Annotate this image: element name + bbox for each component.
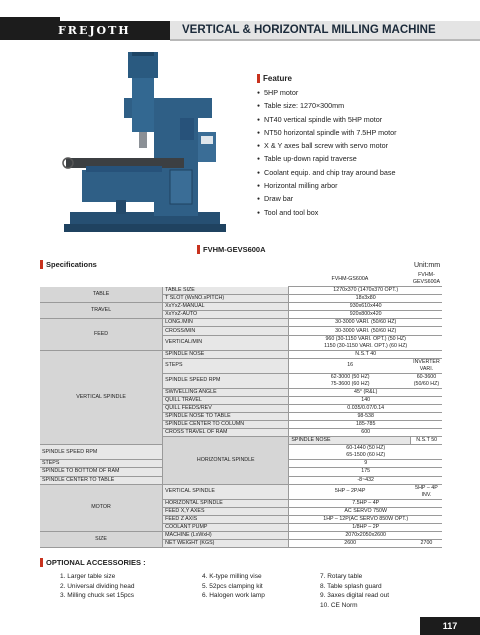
feature-heading (257, 74, 292, 83)
table-saddle (86, 166, 162, 172)
model-caption (197, 245, 266, 254)
table-row (40, 484, 442, 499)
spec-label: XxYxZ-AUTO (163, 311, 289, 319)
optional-item: 8. Table splash guard (320, 582, 382, 590)
machine-knee (82, 170, 162, 202)
spec-value: 140 (289, 396, 442, 404)
header-blank (40, 272, 289, 287)
spindle-quill (139, 132, 147, 148)
column-door (170, 170, 192, 204)
optional-item: 6. Halogen work lamp (202, 592, 265, 600)
title-rule (170, 39, 480, 41)
feature-item: ● 5HP motor (257, 87, 397, 100)
spec-label: SPINDLE TO BOTTOM OF RAM (40, 468, 163, 476)
category-cell: HORIZONTAL SPINDLE (163, 437, 289, 484)
spec-value: 930x610x440 (289, 303, 442, 311)
specifications-heading-text: Specifications (46, 260, 97, 269)
feature-item: ● Table up-down rapid traverse (257, 153, 397, 166)
spec-label: SPINDLE NOSE (289, 437, 411, 445)
spec-label: STEPS (163, 358, 289, 373)
table-row (40, 531, 442, 539)
table-header-row (40, 272, 442, 287)
spec-label: VERTICAL SPINDLE (163, 484, 289, 499)
spec-value: 920x800x420 (289, 311, 442, 319)
spec-label: SPINDLE NOSE TO TABLE (163, 412, 289, 420)
feature-item: ● Coolant equip. and chip tray around base (257, 167, 397, 180)
model-caption-text: FVHM-GEVS600A (203, 245, 266, 254)
spec-value: 2070x2050x2600 (289, 531, 442, 539)
column-header: FVHM-GS600A (289, 272, 411, 287)
spec-value: 62-3000 (50 HZ) 75-3600 (60 HZ) (289, 373, 411, 388)
optional-heading-text: OPTIONAL ACCESSORIES : (46, 558, 146, 567)
feature-item: ● Tool and tool box (257, 207, 397, 220)
spec-value: 960 (30-1150 VARI. OPT.) (50 HZ) 1150 (30-1150 VARI. OPT.) (60 HZ) (289, 335, 442, 350)
spec-label: XxYxZ-MANUAL (163, 303, 289, 311)
optional-item: 5. 52pcs clamping kit (202, 582, 263, 590)
optional-item: 7. Rotary table (320, 573, 363, 580)
specifications-table (40, 272, 442, 548)
spec-label: HORIZONTAL SPINDLE (163, 499, 289, 507)
feature-item: ● NT40 vertical spindle with 5HP motor (257, 114, 397, 127)
feature-item: ● Horizontal milling arbor (257, 180, 397, 193)
table-row (40, 287, 442, 295)
spec-value: 2700 (411, 540, 442, 548)
spec-value: -8~432 (289, 476, 442, 484)
spec-label: NET WEIGHT (KGS) (163, 540, 289, 548)
spec-label: QUILL FEEDS/REV (163, 404, 289, 412)
table-row (40, 350, 442, 358)
category-cell: SIZE (40, 531, 163, 547)
spec-label: SPINDLE SPEED RPM (40, 445, 163, 460)
knee-screw (116, 200, 126, 214)
spec-value: 5HP – 2P/4P (289, 484, 411, 499)
spec-value: 600 (289, 429, 442, 437)
spec-value: 98-538 (289, 412, 442, 420)
spec-value: 185-785 (289, 421, 442, 429)
spec-value: 18x3x80 (289, 295, 442, 303)
optional-list-col3 (320, 572, 389, 610)
table-row (40, 319, 442, 327)
category-cell: FEED (40, 319, 163, 350)
feature-list (257, 87, 397, 220)
spec-value: N.S.T 50 (411, 437, 442, 445)
spec-value: N.S.T 40 (289, 350, 442, 358)
spec-value: INVERTER VARI. (411, 358, 442, 373)
optional-accessories-heading (40, 558, 146, 567)
optional-item: 3. Milling chuck set 15pcs (60, 592, 135, 600)
vertical-head (132, 76, 154, 132)
spec-label: SPINDLE CENTER TO COLUMN (163, 421, 289, 429)
category-cell: TRAVEL (40, 303, 163, 319)
optional-item: 9. 3axes digital read out (320, 592, 390, 600)
spec-value: 30-3000 VARI. (50/60 HZ) (289, 319, 442, 327)
column-header: FVHM-GEVS600A (412, 272, 440, 285)
spec-label: SPINDLE NOSE (163, 350, 289, 358)
spec-value: 60-3600 (50/60 HZ) (411, 373, 442, 388)
spec-value: 0.035/0.07/0.14 (289, 404, 442, 412)
head-motor-cap (132, 52, 154, 56)
spec-value: 5HP – 4P INV. (411, 484, 442, 499)
control-screen (201, 136, 213, 144)
feature-heading-text: Feature (263, 74, 292, 83)
feature-item: ● NT50 horizontal spindle with 7.5HP motor (257, 127, 397, 140)
brand-logo: FREJOTH (0, 21, 170, 40)
milling-machine-image (62, 52, 232, 242)
spec-value: 16 (289, 358, 411, 373)
spec-label: STEPS (40, 460, 163, 468)
spec-label: QUILL TRAVEL (163, 396, 289, 404)
spec-value: 30-3000 VARI. (50/60 HZ) (289, 327, 442, 335)
spec-value: 60-1440 (50 HZ) 65-1500 (60 HZ) (289, 445, 442, 460)
page-header (0, 0, 480, 40)
spec-value: 2600 (289, 540, 411, 548)
page-number: 117 (420, 617, 480, 635)
spec-label: VERTICAL/MIN (163, 335, 289, 350)
caption-accent-bar (197, 245, 200, 254)
arbor-support (180, 118, 194, 140)
spec-label: SWIVELLING ANGLE (163, 388, 289, 396)
optional-list-col1 (60, 572, 134, 601)
specifications-heading (40, 260, 97, 269)
feature-item: ● X & Y axes ball screw with servo motor (257, 140, 397, 153)
spec-value: 175 (289, 468, 442, 476)
feature-accent-bar (257, 74, 260, 83)
spec-label: FEED Z AXIS (163, 515, 289, 523)
category-cell: VERTICAL SPINDLE (40, 350, 163, 445)
spec-value: 7.5HP – 4P (289, 499, 442, 507)
spec-label: MACHINE (LxWxH) (163, 531, 289, 539)
spec-value: AC SERVO 750W (289, 507, 442, 515)
spec-label: CROSS TRAVEL OF RAM (163, 429, 289, 437)
spec-value: 1270x370 (1470x370 OPT.) (289, 287, 442, 295)
spec-value: 45° (R&L) (289, 388, 442, 396)
optional-item: 2. Universal dividing head (60, 582, 135, 590)
table-row (40, 303, 442, 311)
spec-label: COOLANT PUMP (163, 523, 289, 531)
spec-value: 1HP – 12P(AC SERVO 850W OPT.) (289, 515, 442, 523)
optional-list-col2 (202, 572, 265, 601)
spec-label: TABLE SIZE (163, 287, 289, 295)
spec-value: 9 (289, 460, 442, 468)
category-cell: TABLE (40, 287, 163, 303)
spec-label: SPINDLE SPEED RPM (163, 373, 289, 388)
category-cell: MOTOR (40, 484, 163, 531)
spec-value: 1/8HP – 2P (289, 523, 442, 531)
machine-foot (64, 224, 226, 232)
feature-item: ● Draw bar (257, 193, 397, 206)
optional-item: 4. K-type milling vise (202, 573, 262, 580)
spec-label: CROSS/MIN (163, 327, 289, 335)
spec-label: FEED X,Y AXES (163, 507, 289, 515)
spec-label: SPINDLE CENTER TO TABLE (40, 476, 163, 484)
spec-accent-bar (40, 260, 43, 269)
page-title: VERTICAL & HORIZONTAL MILLING MACHINE (182, 24, 436, 36)
unit-label: Unit:mm (414, 262, 441, 269)
spec-label: LONG./MIN (163, 319, 289, 327)
optional-item: 10. CE Norm (320, 601, 358, 609)
optional-accent-bar (40, 558, 43, 567)
spec-label: T SLOT (WxNO.xPITCH) (163, 295, 289, 303)
feature-item: ● Table size: 1270×300mm (257, 100, 397, 113)
optional-item: 1. Larger table size (60, 573, 116, 580)
